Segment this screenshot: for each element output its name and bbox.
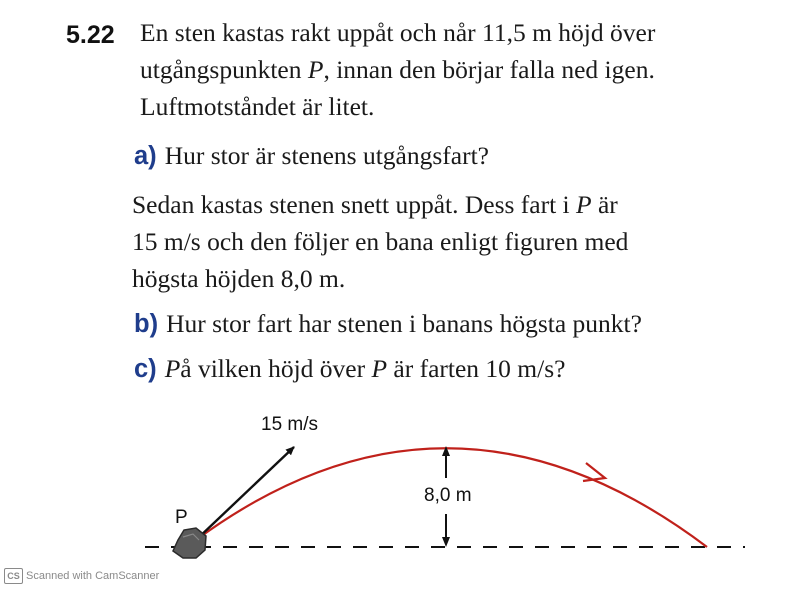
scanner-watermark xyxy=(4,568,159,584)
question-c-label: c) xyxy=(134,355,157,383)
camscanner-logo: CS xyxy=(4,568,23,584)
question-c-text: På vilken höjd över P är farten 10 m/s? xyxy=(164,354,566,383)
intro-line: Luftmotståndet är litet. xyxy=(140,92,375,121)
intro-line: En sten kastas rakt uppåt och når 11,5 m höjd över xyxy=(140,18,656,47)
question-b-text: Hur stor fart har stenen i banans högsta punkt? xyxy=(166,309,642,338)
height-arrow-down-icon xyxy=(442,537,450,547)
continuation-line: högsta höjden 8,0 m. xyxy=(132,264,346,293)
velocity-vector xyxy=(196,447,294,540)
question-a-text: Hur stor är stenens utgångsfart? xyxy=(164,141,490,170)
height-label: 8,0 m xyxy=(424,485,472,506)
watermark-text: Scanned with CamScanner xyxy=(26,570,160,582)
stone-icon xyxy=(173,528,206,558)
trajectory-arrow-icon xyxy=(583,463,605,481)
continuation-line: 15 m/s och den följer en bana enligt figuren med xyxy=(132,227,629,256)
point-p-label: P xyxy=(175,507,188,528)
speed-label: 15 m/s xyxy=(261,414,319,435)
question-b-label: b) xyxy=(134,310,159,338)
intro-line: utgångspunkten P, innan den börjar falla ned igen. xyxy=(140,55,655,84)
question-a-label: a) xyxy=(134,142,157,170)
problem-number: 5.22 xyxy=(66,21,115,49)
continuation-line: Sedan kastas stenen snett uppåt. Dess fart i P är xyxy=(132,190,618,219)
